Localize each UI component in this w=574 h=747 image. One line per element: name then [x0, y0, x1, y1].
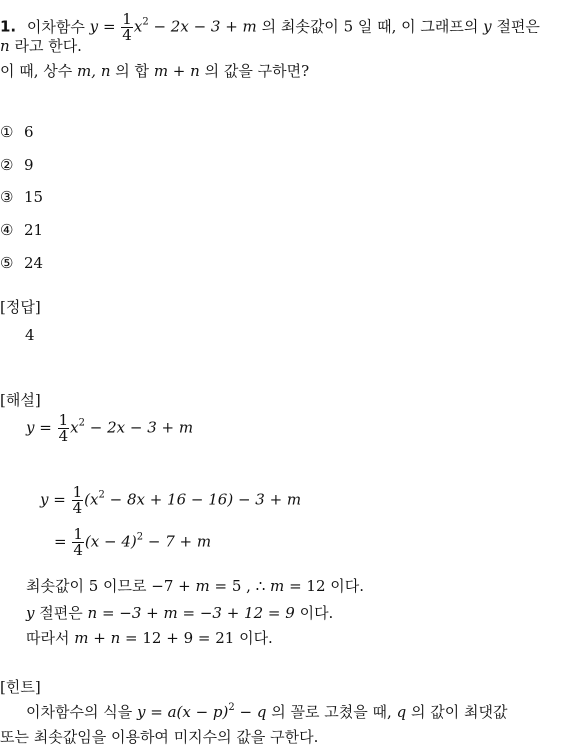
explanation-header: [해설] [0, 391, 41, 409]
hint-header: [힌트] [0, 678, 41, 696]
problem-line-2 [0, 36, 82, 56]
choice-3 [0, 187, 43, 207]
var-m: m, [77, 62, 97, 80]
expl-line2-b: 이다. [299, 604, 334, 622]
exponent: 2 [142, 16, 149, 28]
frac-num: 1 [73, 525, 83, 543]
problem-line3-b: 의 합 [115, 62, 150, 80]
eq3-lhs: = [54, 532, 67, 551]
frac-den: 4 [58, 427, 69, 445]
explanation-eq-3 [54, 527, 211, 558]
var-y-intercept: y [483, 17, 492, 36]
fraction-one-quarter [72, 485, 84, 516]
explanation-line-1 [26, 576, 364, 596]
problem-line3-a: 이 때, 상수 [0, 62, 73, 80]
hint-expr: y = a(x − p) [136, 703, 229, 721]
var-m: m [195, 577, 210, 595]
explanation-eq-2 [40, 485, 301, 516]
frac-den: 4 [122, 26, 132, 44]
choice-value: 15 [24, 188, 44, 206]
explanation-eq-1 [26, 413, 193, 444]
var-x: x [133, 17, 143, 36]
answer-value: 4 [25, 326, 35, 344]
expl-line3-a: 따라서 [26, 629, 70, 647]
problem-line3-c: 의 값을 구하면? [204, 62, 310, 80]
eq2-paren: (x [84, 490, 99, 509]
eq3-rest-b: − 7 + m [147, 532, 212, 551]
expl-line2-a: 절편은 [39, 604, 83, 622]
eq2-rest: − 8x + 16 − 16) − 3 + m [109, 490, 302, 509]
question-number: 1. [0, 17, 17, 36]
frac-num: 1 [58, 411, 69, 429]
equals-sign: = [102, 17, 116, 36]
frac-den: 4 [72, 499, 83, 517]
var-y: y [89, 17, 99, 36]
choice-value: 21 [24, 221, 44, 239]
choice-mark: ① [0, 123, 14, 141]
expl-line1-b: = 5 , ∴ [214, 577, 266, 595]
problem-line-3 [0, 61, 309, 81]
hint-expr-2: − q [239, 703, 267, 721]
var-x: x [70, 418, 79, 437]
problem-line2-text: 라고 한다. [14, 37, 82, 55]
explanation-line-3 [26, 628, 273, 648]
frac-num: 1 [72, 483, 83, 501]
choice-mark: ⑤ [0, 254, 14, 272]
eq2-lhs: y = [40, 490, 66, 509]
problem-mid-text: 의 최솟값이 5 일 때, 이 그래프의 [261, 17, 479, 36]
var-q: q [396, 703, 407, 721]
choice-2 [0, 155, 34, 175]
eq1-rest: − 2x − 3 + m [89, 418, 194, 437]
var-m: m [270, 577, 285, 595]
hint-line-2: 또는 최솟값임을 이용하여 미지수의 값을 구한다. [0, 728, 319, 746]
var-n: n [0, 37, 10, 55]
choice-mark: ④ [0, 221, 14, 239]
fraction-one-quarter [58, 413, 70, 444]
fraction-one-quarter [72, 527, 84, 558]
exponent: 2 [136, 531, 144, 543]
hint-line-1 [26, 702, 507, 722]
frac-num: 1 [122, 10, 132, 28]
problem-intro: 이차함수 [26, 17, 85, 36]
answer-header: [정답] [0, 298, 41, 316]
var-n: n [100, 62, 111, 80]
expr-m-plus-n: m + n [74, 629, 121, 647]
choice-1 [0, 122, 34, 142]
choice-5 [0, 253, 43, 273]
expl-line1-c: = 12 이다. [289, 577, 365, 595]
choice-4 [0, 220, 43, 240]
exponent: 2 [228, 702, 235, 713]
expr-m-plus-n: m + n [153, 62, 200, 80]
explanation-line-2 [26, 603, 333, 623]
eq3-rest-a: (x − 4) [84, 532, 137, 551]
exponent: 2 [78, 417, 85, 429]
expl-line1-a: 최솟값이 5 이므로 −7 + [26, 577, 191, 595]
expl-line3-b: = 12 + 9 = 21 이다. [125, 629, 273, 647]
hint-line1-c: 의 값이 최댓값 [410, 703, 508, 721]
hint-line1-a: 이차함수의 식을 [26, 703, 133, 721]
eq1-lhs: y = [26, 418, 52, 437]
choice-value: 24 [24, 254, 44, 272]
choice-mark: ② [0, 156, 14, 174]
exponent: 2 [98, 489, 105, 501]
var-y: y [26, 604, 35, 622]
choice-value: 9 [24, 156, 34, 174]
choice-value: 6 [24, 123, 34, 141]
problem-end-text: 절편은 [496, 17, 540, 36]
choice-mark: ③ [0, 188, 14, 206]
equation-rest: − 2x − 3 + m [153, 17, 257, 36]
expl-line2-expr: n = −3 + m = −3 + 12 = 9 [87, 604, 295, 622]
frac-den: 4 [73, 541, 83, 559]
hint-line1-b: 의 꼴로 고쳤을 때, [271, 703, 392, 721]
fraction-one-quarter [121, 12, 133, 43]
